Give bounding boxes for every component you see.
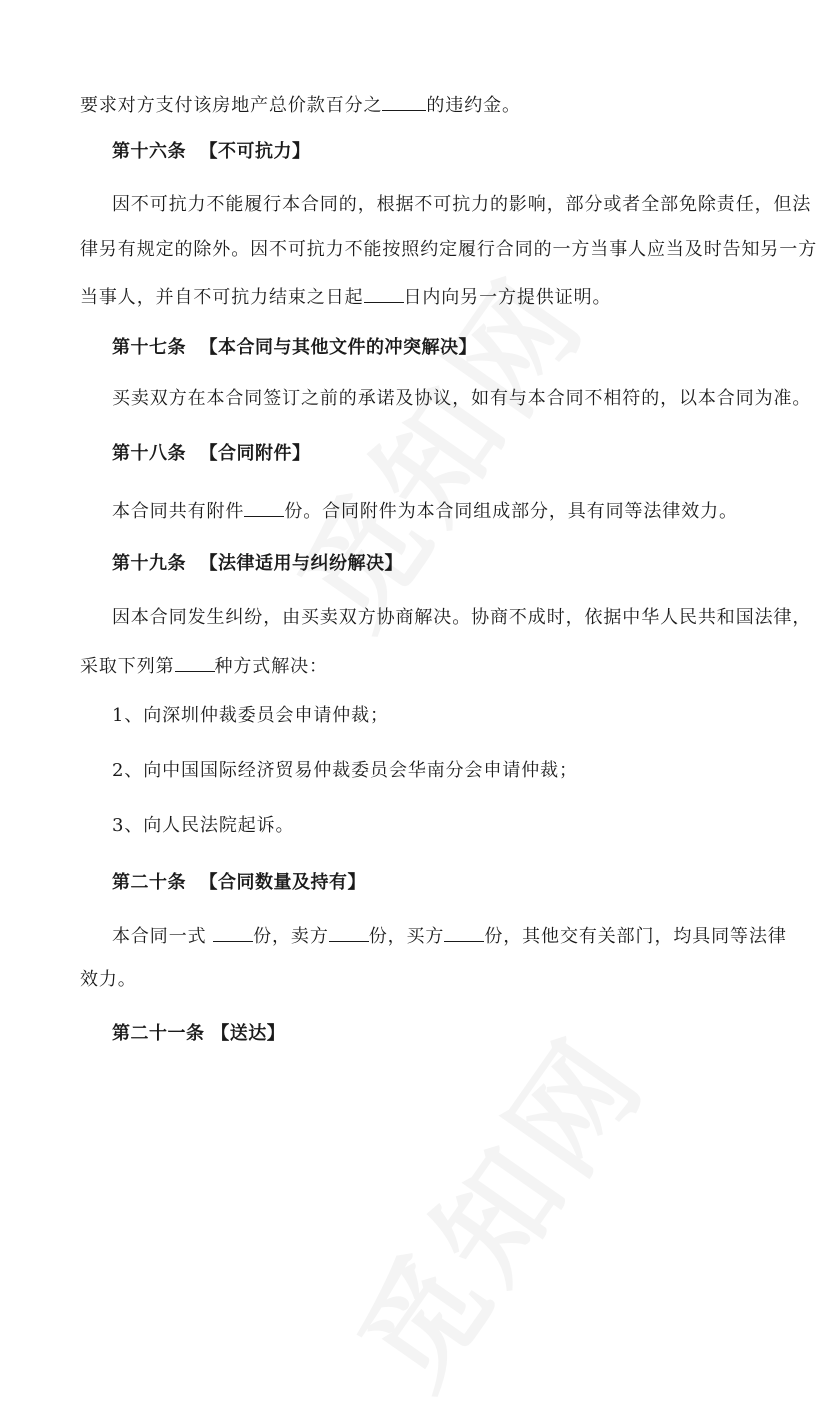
text-segment: 份。合同附件为本合同组成部分，具有同等法律效力。 <box>284 501 738 522</box>
blank-field <box>364 284 404 303</box>
text-segment: 份，卖方 <box>253 926 329 947</box>
article-number: 第十七条 <box>112 337 186 358</box>
blank-field <box>175 653 215 672</box>
paragraph-line <box>80 653 740 679</box>
paragraph-line: 效力。 <box>80 969 137 990</box>
paragraph-line: 因不可抗力不能履行本合同的，根据不可抗力的影响，部分或者全部免除责任，但法 <box>112 194 812 215</box>
article-heading <box>112 336 772 360</box>
list-item: 2、向中国国际经济贸易仲裁委员会华南分会申请仲裁； <box>112 760 578 781</box>
article-number: 第十八条 <box>112 443 186 464</box>
article-title: 【合同附件】 <box>199 443 311 464</box>
blank-field <box>329 923 369 942</box>
paragraph-line <box>80 284 740 310</box>
article-number: 第十六条 <box>112 141 186 162</box>
blank-field <box>213 923 253 942</box>
paragraph-line <box>80 92 740 118</box>
text-segment: 份，其他交有关部门，均具同等法律 <box>484 926 787 947</box>
article-title: 【合同数量及持有】 <box>199 872 367 893</box>
text-segment: 日内向另一方提供证明。 <box>403 287 612 308</box>
article-heading <box>112 140 772 164</box>
article-title: 【本合同与其他文件的冲突解决】 <box>199 337 478 358</box>
paragraph-line <box>112 498 772 524</box>
paragraph-line: 因本合同发生纠纷，由买卖双方协商解决。协商不成时，依据中华人民共和国法律， <box>112 607 812 628</box>
watermark <box>313 997 678 1415</box>
article-number: 第十九条 <box>112 553 186 574</box>
article-title: 【法律适用与纠纷解决】 <box>199 553 404 574</box>
paragraph-line: 律另有规定的除外。因不可抗力不能按照约定履行合同的一方当事人应当及时告知另一方 <box>80 239 818 260</box>
text-segment: 采取下列第 <box>80 656 175 677</box>
blank-field <box>244 498 284 517</box>
text-segment: 当事人，并自不可抗力结束之日起 <box>80 287 364 308</box>
text-segment: 种方式解决： <box>214 656 328 677</box>
article-heading <box>112 1022 772 1046</box>
list-item: 1、向深圳仲裁委员会申请仲裁； <box>112 705 389 726</box>
paragraph-line: 买卖双方在本合同签订之前的承诺及协议，如有与本合同不相符的，以本合同为准。 <box>112 388 812 409</box>
blank-field <box>382 92 426 111</box>
text-segment: 的违约金。 <box>426 95 521 116</box>
text-segment: 本合同一式 <box>112 926 214 947</box>
text-segment: 本合同共有附件 <box>112 501 245 522</box>
article-title: 【送达】 <box>211 1023 286 1044</box>
blank-field <box>444 923 484 942</box>
paragraph-line <box>112 923 787 949</box>
article-heading <box>112 442 772 466</box>
text-segment: 要求对方支付该房地产总价款百分之 <box>80 95 383 116</box>
text-segment: 份，买方 <box>368 926 445 947</box>
article-number: 第二十条 <box>112 872 186 893</box>
article-heading <box>112 871 772 895</box>
article-title: 【不可抗力】 <box>199 141 311 162</box>
article-heading <box>112 552 772 576</box>
article-number: 第二十一条 <box>112 1023 205 1044</box>
list-item: 3、向人民法院起诉。 <box>112 815 295 836</box>
